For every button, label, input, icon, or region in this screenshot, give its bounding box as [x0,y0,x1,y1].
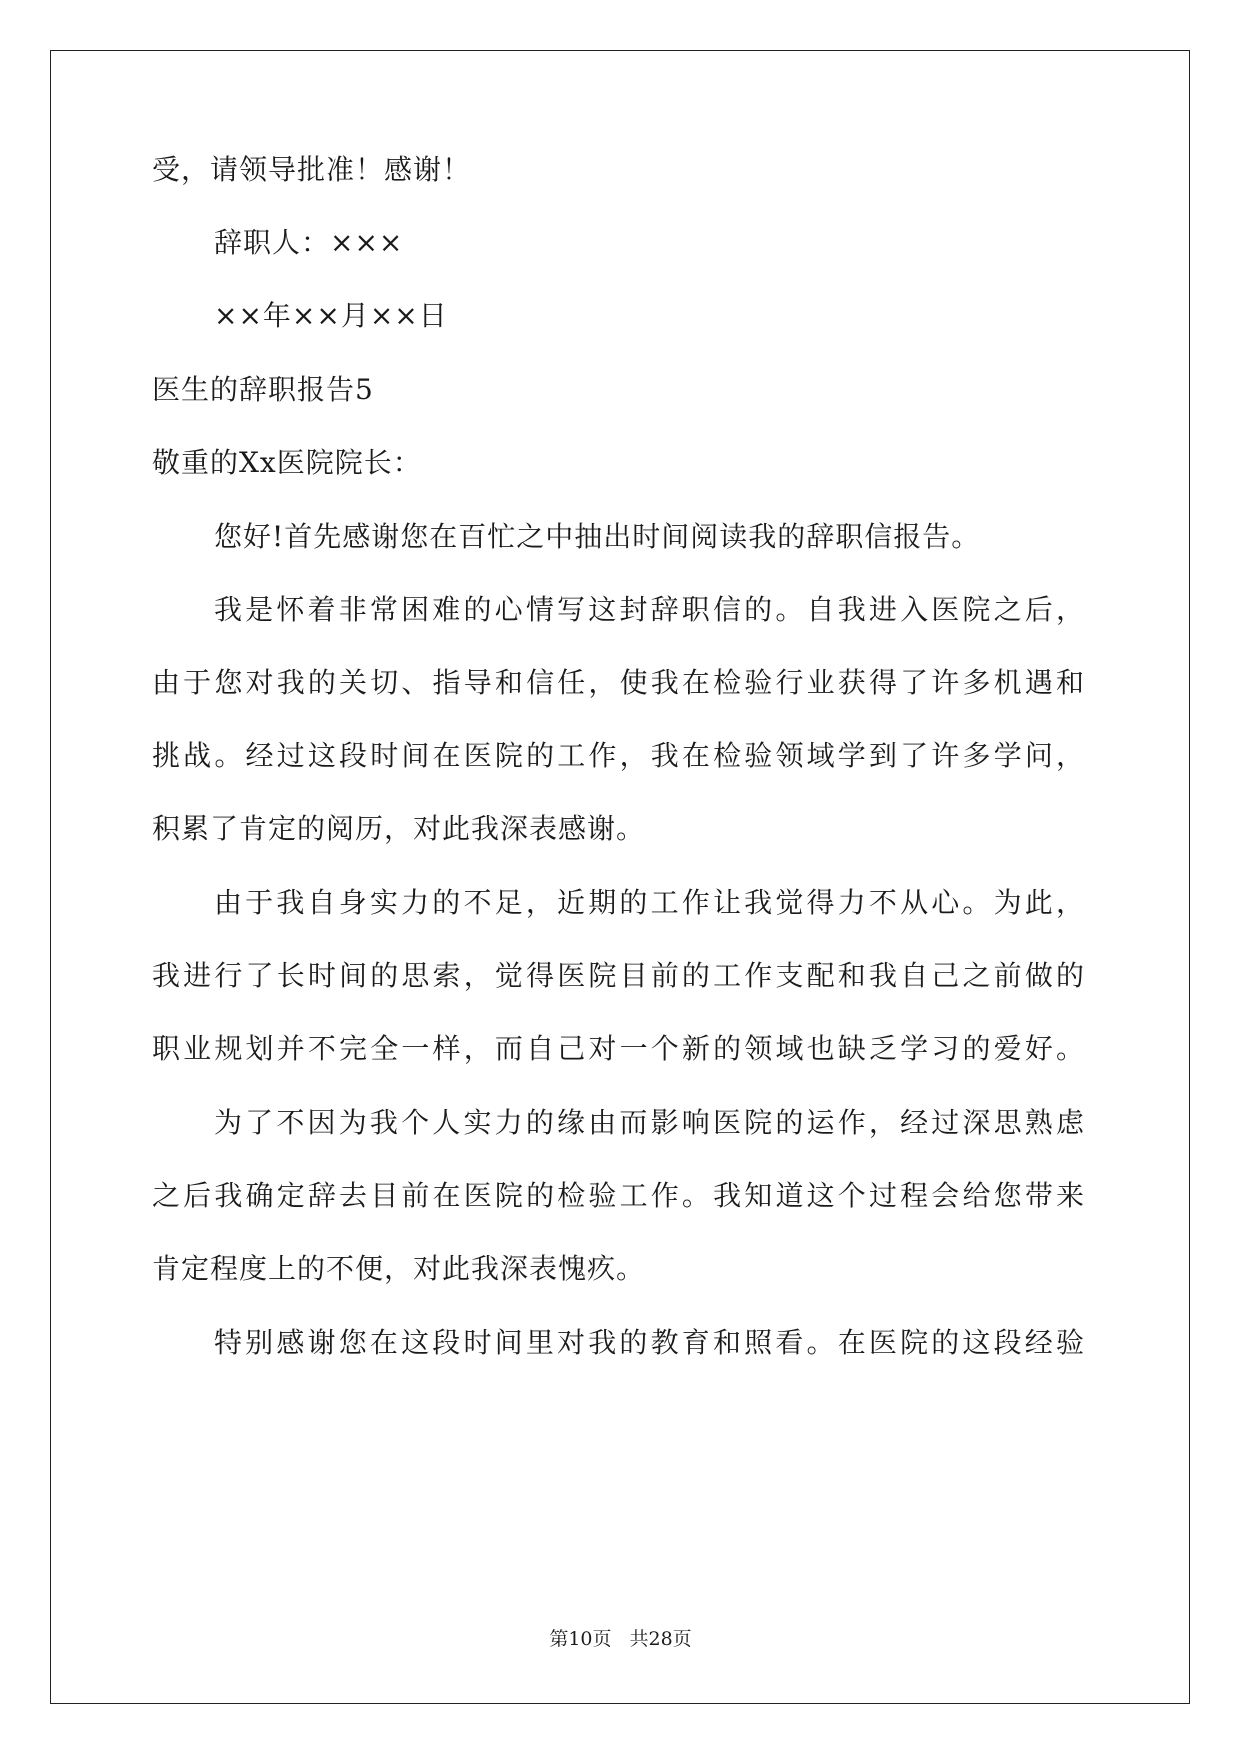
paragraph-line: 我进行了长时间的思索，觉得医院目前的工作支配和我自己之前做的 [152,959,1084,992]
paragraph-line: 由于您对我的关切、指导和信任，使我在检验行业获得了许多机遇和 [152,666,1084,699]
date-line: ××年××月××日 [214,299,448,332]
paragraph-line: 挑战。经过这段时间在医院的工作，我在检验领域学到了许多学问， [152,739,1084,772]
paragraph-line: 为了不因为我个人实力的缘由而影响医院的运作，经过深思熟虑 [214,1106,1084,1139]
paragraph-line: 由于我自身实力的不足，近期的工作让我觉得力不从心。为此， [214,886,1084,919]
salutation-line: 敬重的Xx医院院长： [152,446,422,479]
paragraph-line: 肯定程度上的不便，对此我深表愧疚。 [152,1252,646,1285]
paragraph-line: 您好!首先感谢您在百忙之中抽出时间阅读我的辞职信报告。 [214,520,981,553]
page-total: 共28页 [629,1628,692,1650]
page-footer [0,1627,1241,1651]
page-number: 第10页 [549,1628,612,1650]
paragraph-line: 特别感谢您在这段时间里对我的教育和照看。在医院的这段经验 [214,1326,1084,1359]
paragraph-line: 之后我确定辞去目前在医院的检验工作。我知道这个过程会给您带来 [152,1179,1084,1212]
paragraph-line: 职业规划并不完全一样，而自己对一个新的领域也缺乏学习的爱好。 [152,1032,1084,1065]
paragraph-line: 积累了肯定的阅历，对此我深表感谢。 [152,812,646,845]
section-title: 医生的辞职报告5 [152,373,374,406]
paragraph-line: 我是怀着非常困难的心情写这封辞职信的。自我进入医院之后， [214,593,1084,626]
signature-line: 辞职人：××× [214,226,404,259]
closing-line: 受，请领导批准！感谢！ [152,153,472,186]
